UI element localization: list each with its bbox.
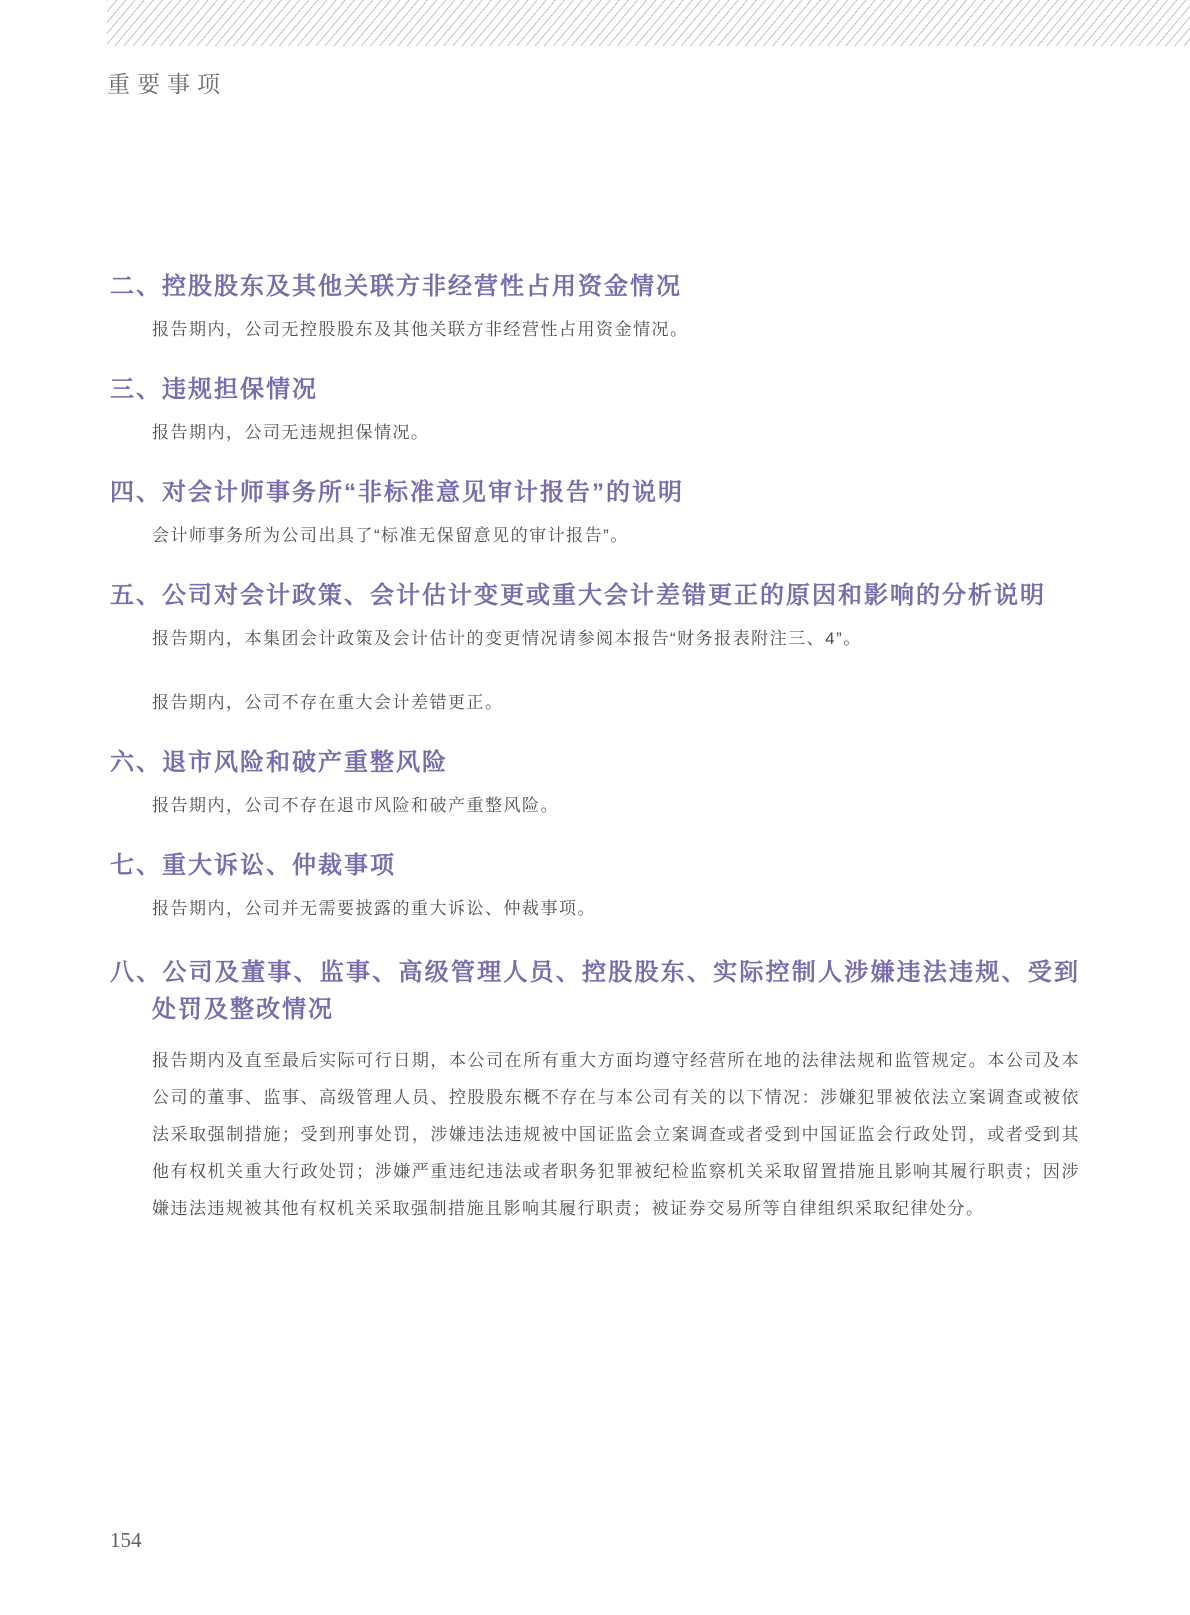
page-number: 154 bbox=[110, 1528, 142, 1552]
section-5 bbox=[110, 581, 1080, 715]
section-2 bbox=[110, 272, 1080, 342]
section-heading: 七、重大诉讼、仲裁事项 bbox=[110, 852, 396, 879]
page-content bbox=[110, 272, 1080, 1227]
section-paragraph: 报告期内，公司无控股股东及其他关联方非经营性占用资金情况。 bbox=[152, 320, 689, 339]
section-heading: 五、公司对会计政策、会计估计变更或重大会计差错更正的原因和影响的分析说明 bbox=[110, 582, 1046, 609]
section-8 bbox=[110, 954, 1080, 1227]
section-heading: 三、违规担保情况 bbox=[110, 376, 318, 403]
section-paragraph: 报告期内，公司不存在退市风险和破产重整风险。 bbox=[152, 796, 559, 815]
section-3 bbox=[110, 375, 1080, 445]
section-paragraph: 报告期内及直至最后实际可行日期，本公司在所有重大方面均遵守经营所在地的法律法规和监管规定。本公司及本公司的董事、监事、高级管理人员、控股股东概不存在与本公司有关的以下情况：涉嫌犯罪被依法立案调查或被依法采取强制措施；受到刑事处罚，涉嫌违法违规被中国证监会立案调查或者受到中国证监会行政处罚，或者受到其他有权机关重大行政处罚；涉嫌严重违纪违法或者职务犯罪被纪检监察机关采取留置措施且影响其履行职责；因涉嫌违法违规被其他有权机关采取强制措施且影响其履行职责；被证券交易所等自律组织采取纪律处分。 bbox=[152, 1051, 1080, 1218]
section-6 bbox=[110, 748, 1080, 818]
section-heading: 八、公司及董事、监事、高级管理人员、控股股东、实际控制人涉嫌违法违规、受到处罚及整改情况 bbox=[110, 959, 1080, 1023]
chapter-header: 重要事项 bbox=[107, 72, 227, 97]
section-paragraph: 报告期内，公司不存在重大会计差错更正。 bbox=[152, 693, 504, 712]
section-4 bbox=[110, 478, 1080, 548]
section-heading: 四、对会计师事务所“非标准意见审计报告”的说明 bbox=[110, 479, 684, 506]
section-heading: 二、控股股东及其他关联方非经营性占用资金情况 bbox=[110, 273, 682, 300]
section-heading: 六、退市风险和破产重整风险 bbox=[110, 749, 448, 776]
section-paragraph: 报告期内，公司并无需要披露的重大诉讼、仲裁事项。 bbox=[152, 899, 596, 918]
hatch-pattern bbox=[107, 0, 1190, 46]
section-paragraph: 会计师事务所为公司出具了“标准无保留意见的审计报告”。 bbox=[152, 526, 629, 545]
section-7 bbox=[110, 851, 1080, 921]
section-paragraph: 报告期内，公司无违规担保情况。 bbox=[152, 423, 430, 442]
section-paragraph: 报告期内，本集团会计政策及会计估计的变更情况请参阅本报告“财务报表附注三、4”。 bbox=[152, 629, 862, 648]
